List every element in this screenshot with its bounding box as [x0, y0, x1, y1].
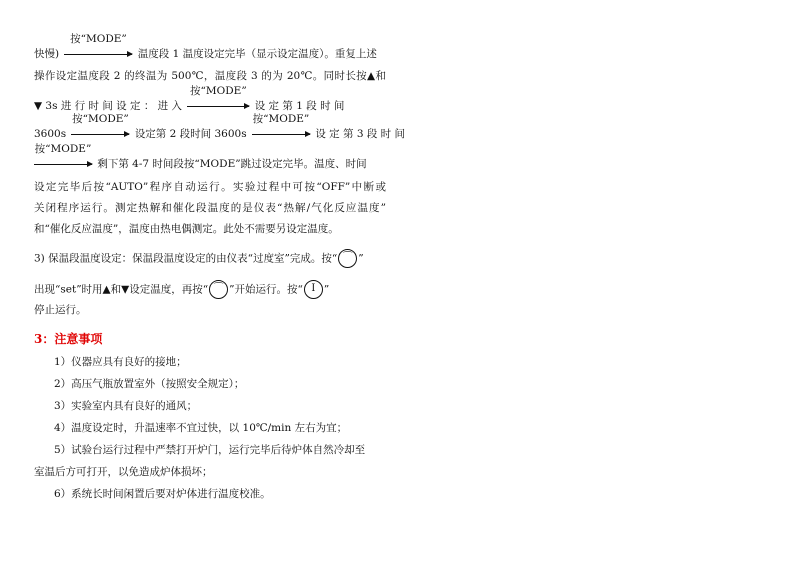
- list-item: 室温后方可打开，以免造成炉体损坏；: [34, 466, 213, 478]
- mode-arrow: [64, 33, 132, 61]
- arrow-icon: [187, 106, 249, 107]
- list-item: 2）高压气瓶放置室外（按照安全规定）；: [54, 378, 245, 390]
- list-item: 5）试验台运行过程中严禁打开炉门，运行完毕后待炉体自然冷却至: [54, 444, 366, 456]
- mode-arrow: [187, 85, 249, 113]
- text-run: ”: [323, 283, 330, 296]
- text-line: [34, 85, 386, 113]
- mode-arrow: [71, 113, 129, 141]
- text-run: 设定第 2 段时间 3600s: [134, 128, 247, 140]
- text-line: 操作设定温度段 2 的终温为 500℃，温度段 3 的为 20℃。同时长按▲和: [34, 70, 386, 82]
- text-run: 3) 保温段温度设定：保温段温度设定的由仪表“过度室”完成。按“: [34, 252, 338, 265]
- text-run: 设 定 第 1 段 时 间: [254, 100, 345, 112]
- mode-arrow: [252, 113, 310, 141]
- text-run: ”开始运行。按“: [229, 283, 303, 296]
- text-run: ”: [358, 252, 364, 265]
- arrow-icon: [252, 134, 310, 135]
- text-run: 3600s: [34, 128, 67, 140]
- set-button-icon: ⌒: [209, 280, 228, 299]
- set-button-icon: ⌒: [338, 249, 357, 268]
- mode-arrow-label: 按“MODE”: [34, 143, 92, 155]
- text-run: 温度段 1 温度设定完毕（显示设定温度）。重复上述: [137, 48, 377, 60]
- text-line: [34, 280, 386, 299]
- mode-arrow: [34, 143, 92, 171]
- text-run: 快慢): [34, 48, 60, 60]
- stop-button-icon: I: [304, 280, 323, 299]
- text-line: 关闭程序运行。测定热解和催化段温度的是仪表“热解/气化反应温度”: [34, 202, 386, 214]
- arrow-icon: [71, 134, 129, 135]
- arrow-icon: [64, 54, 132, 55]
- text-run: 出现“set”时用▲和▼设定温度，再按“: [34, 283, 209, 296]
- text-run: 设 定 第 3 段 时 间: [315, 128, 406, 140]
- list-item: 1）仪器应具有良好的接地；: [54, 356, 187, 368]
- text-line: [34, 113, 406, 141]
- list-item: 3）实验室内具有良好的通风；: [54, 400, 198, 412]
- mode-arrow-label: 按“MODE”: [252, 113, 310, 125]
- list-item: 6）系统长时间闲置后要对炉体进行温度校准。: [54, 488, 271, 500]
- mode-arrow-label: 按“MODE”: [70, 33, 127, 45]
- text-line: 停止运行。: [34, 304, 87, 316]
- text-line: [34, 249, 386, 268]
- text-line: [34, 33, 386, 61]
- mode-arrow-label: 按“MODE”: [190, 85, 247, 97]
- text-line: 设定完毕后按“AUTO”程序自动运行。实验过程中可按“OFF”中断或: [34, 181, 386, 193]
- arrow-icon: [34, 164, 92, 165]
- text-run: 剩下第 4-7 时间段按“MODE”跳过设定完毕。温度、时间: [97, 158, 367, 170]
- text-run: ▼ 3s 进 行 时 间 设 定 ： 进 入: [34, 100, 183, 112]
- text-line: 和“催化反应温度”，温度由热电偶测定。此处不需要另设定温度。: [34, 223, 339, 235]
- section-title: 3：注意事项: [34, 332, 103, 346]
- mode-arrow-label: 按“MODE”: [72, 113, 129, 125]
- text-line: [34, 143, 386, 171]
- list-item: 4）温度设定时，升温速率不宜过快，以 10℃/min 左右为宜；: [54, 422, 348, 434]
